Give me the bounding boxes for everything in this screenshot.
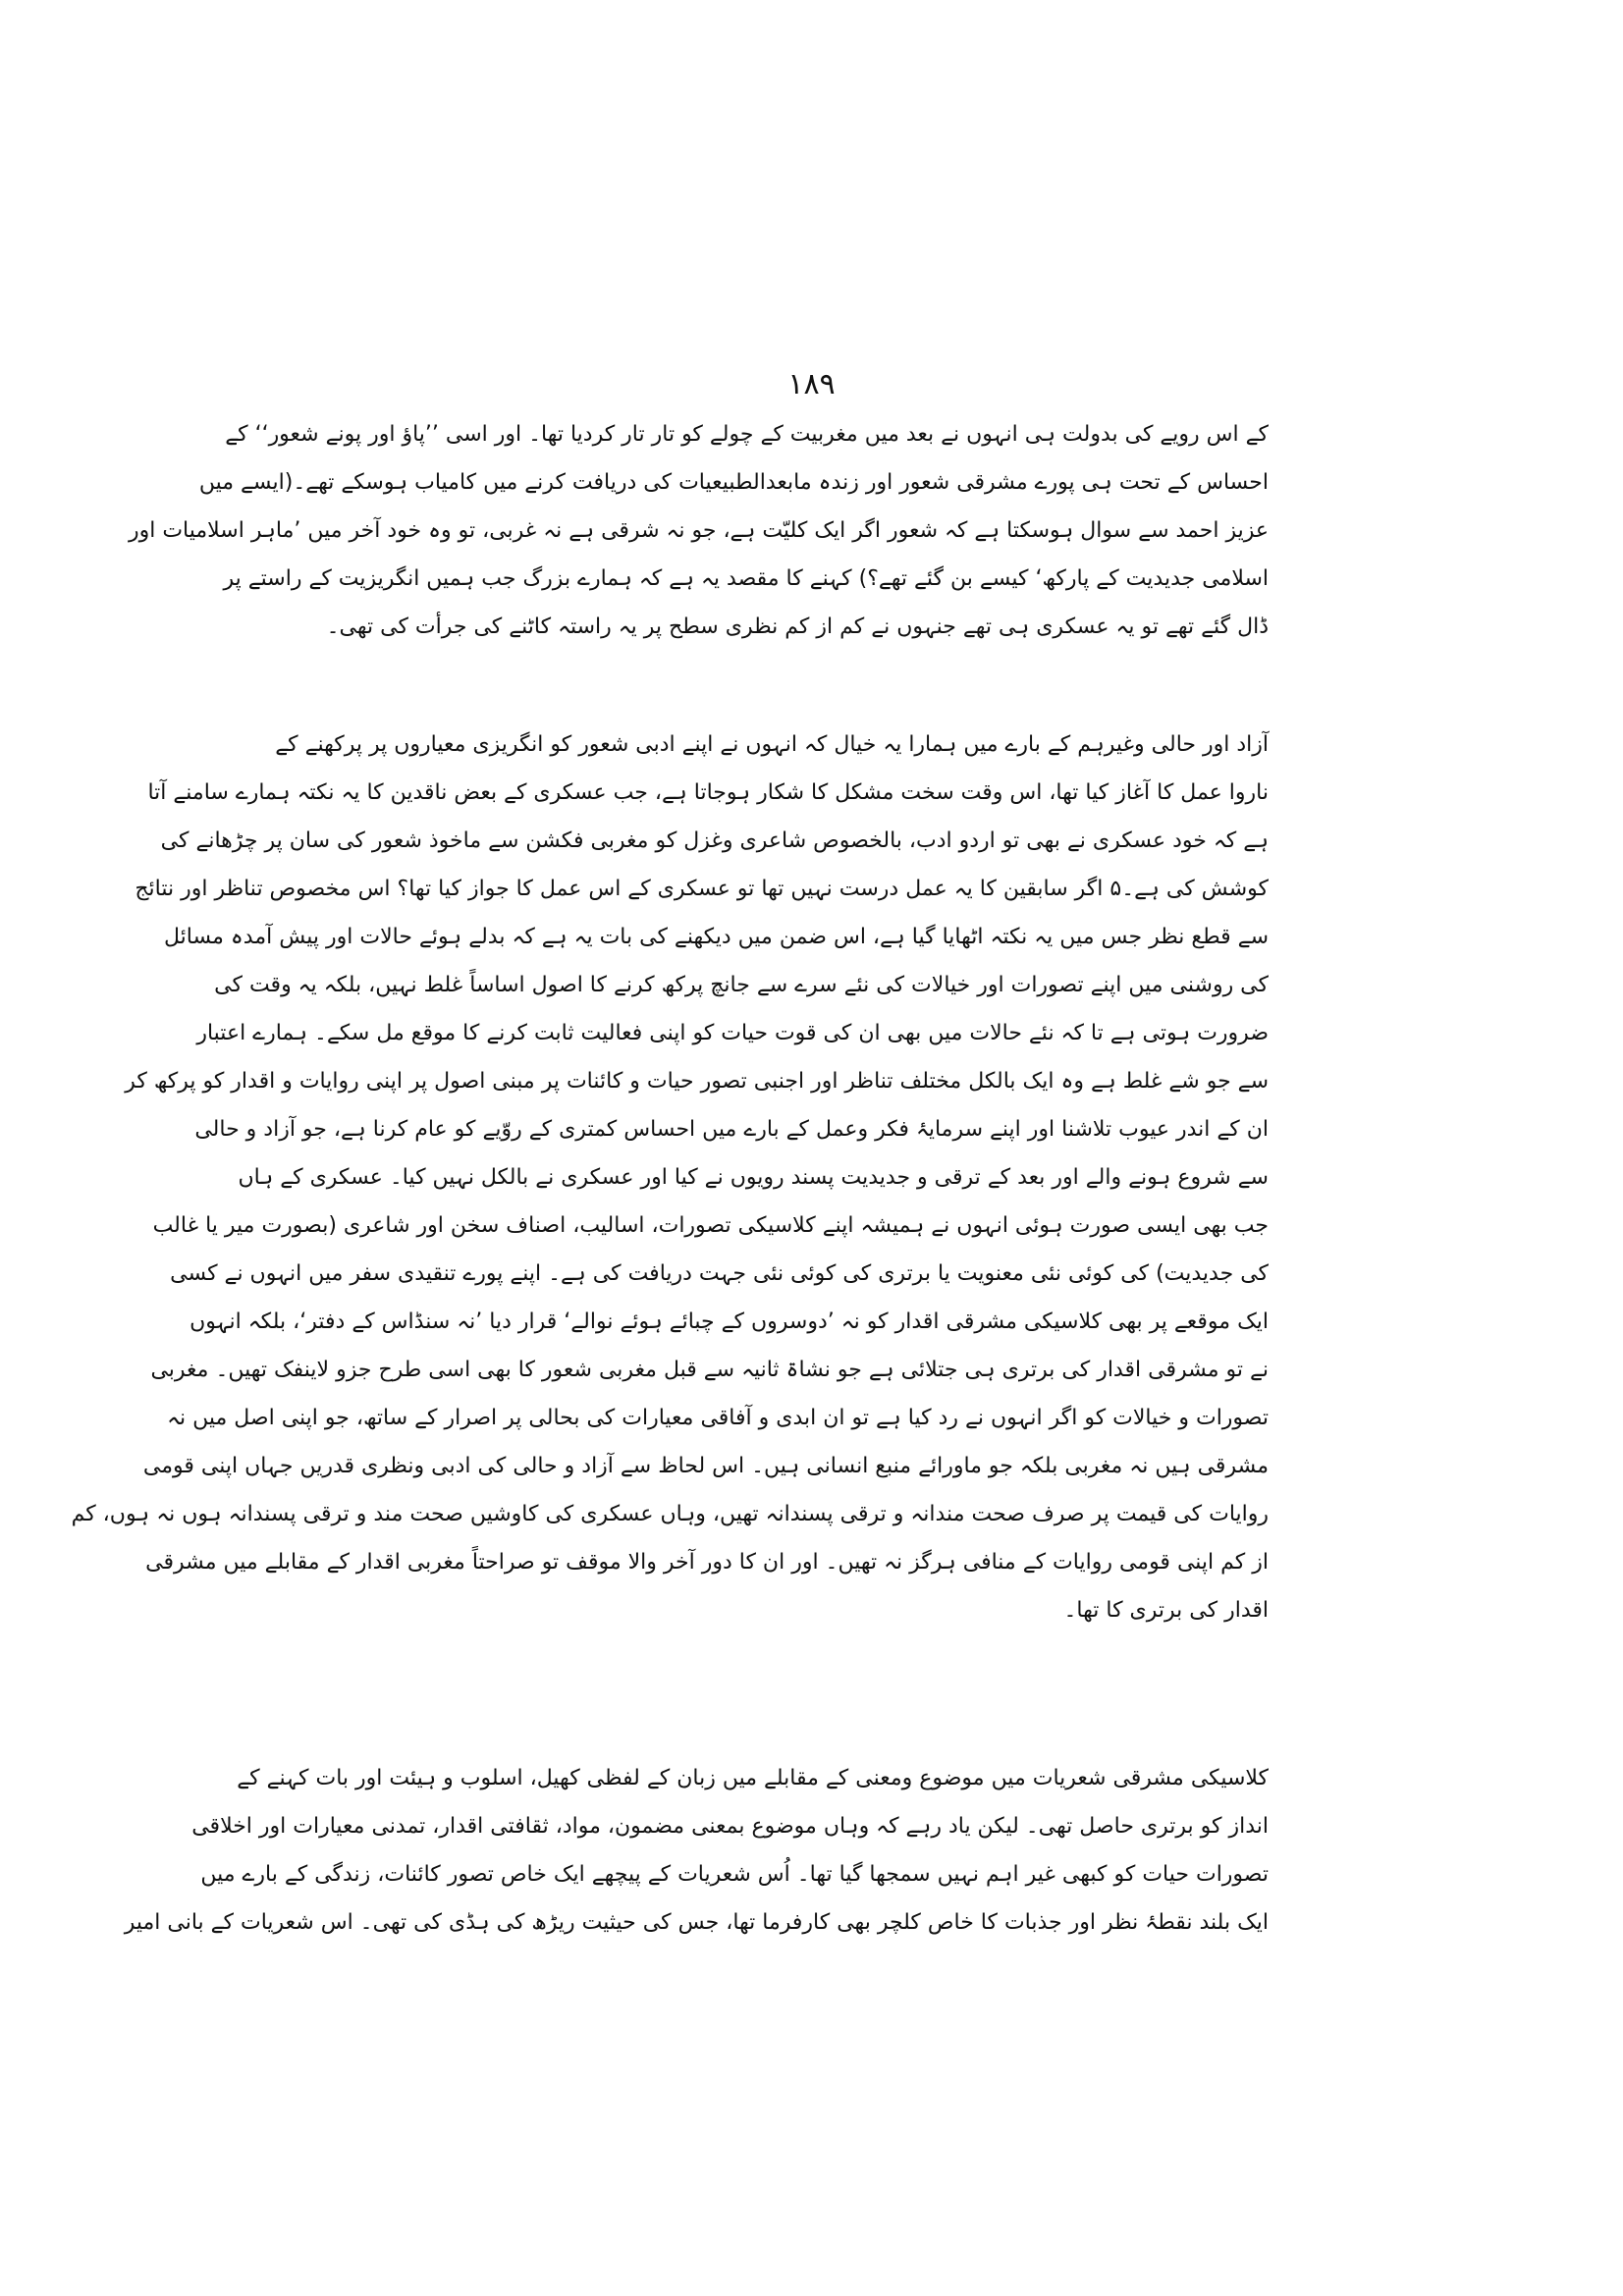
text-line: کوشش کی ہے۔۵ اگر سابقین کا یہ عمل درست نہیں تھا تو عسکری کے اس عمل کا جواز کیا تھا؟ اس مخصوص تناظر اور نتائج <box>135 877 1269 901</box>
text-line: عزیز احمد سے سوال ہوسکتا ہے کہ شعور اگر ایک کلیّت ہے، جو نہ شرقی ہے نہ غربی، تو وہ خود آخر میں ’ماہر اسلامیات اور <box>128 518 1269 543</box>
text-line: جب بھی ایسی صورت ہوئی انہوں نے ہمیشہ اپنے کلاسیکی تصورات، اسالیب، اصناف سخن اور شاعری (بصورت میر یا غالب <box>152 1213 1269 1238</box>
text-line: سے قطع نظر جس میں یہ نکتہ اٹھایا گیا ہے، اس ضمن میں دیکھنے کی بات یہ ہے کہ بدلے ہوئے حالات اور پیش آمدہ مسائل <box>164 925 1269 949</box>
text-line: مشرقی ہیں نہ مغربی بلکہ جو ماورائے منبع انسانی ہیں۔ اس لحاظ سے آزاد و حالی کی ادبی ونظری قدریں جہاں اپنی قومی <box>142 1454 1269 1478</box>
text-line: نے تو مشرقی اقدار کی برتری ہی جتلائی ہے جو نشاۃ ثانیہ سے قبل مغربی شعور کا بھی اسی طرح جزو لاینفک تھیں۔ مغربی <box>150 1358 1269 1382</box>
text-line: تصورات حیات کو کبھی غیر اہم نہیں سمجھا گیا تھا۔ اُس شعریات کے پیچھے ایک خاص تصور کائنات، زندگی کے بارے میں <box>200 1862 1269 1887</box>
page-number: ۱۸۹ <box>787 367 836 401</box>
text-line: ایک بلند نقطۂ نظر اور جذبات کا خاص کلچر بھی کارفرما تھا، جس کی حیثیت ریڑھ کی ہڈی کی تھی۔ اس شعریات کے بانی امیر <box>124 1910 1269 1935</box>
paragraph-3 <box>124 1754 1269 1947</box>
text-line: اسلامی جدیدیت کے پارکھ‘ کیسے بن گئے تھے؟) کہنے کا مقصد یہ ہے کہ ہمارے بزرگ جب ہمیں انگریزیت کے راستے پر <box>223 566 1269 591</box>
text-line: روایات کی قیمت پر صرف صحت مندانہ و ترقی پسندانہ تھیں، وہاں عسکری کی کاوشیں صحت مند و ترقی پسندانہ ہوں نہ ہوں، کم <box>71 1502 1269 1526</box>
text-line: سے شروع ہونے والے اور بعد کے ترقی و جدیدیت پسند رویوں نے کیا اور عسکری نے بالکل نہیں کیا۔ عسکری کے ہاں <box>238 1165 1269 1190</box>
text-line: کی روشنی میں اپنے تصورات اور خیالات کی نئے سرے سے جانچ پرکھ کرنے کا اصول اساساً غلط نہیں، بلکہ یہ وقت کی <box>214 973 1269 997</box>
text-line: کے اس رویے کی بدولت ہی انہوں نے بعد میں مغربیت کے چولے کو تار تار کردیا تھا۔ اور اسی ’’پاؤ اور پونے شعور‘‘ کے <box>225 422 1269 447</box>
text-line: ضرورت ہوتی ہے تا کہ نئے حالات میں بھی ان کی قوت حیات کو اپنی فعالیت ثابت کرنے کا موقع مل سکے۔ ہمارے اعتبار <box>196 1021 1269 1045</box>
paragraph-1 <box>128 410 1269 651</box>
text-line: سے جو شے غلط ہے وہ ایک بالکل مختلف تناظر اور اجنبی تصور حیات و کائنات پر مبنی اصول پر اپنی روایات و اقدار کو پرکھ کر <box>125 1069 1269 1094</box>
text-line: کی جدیدیت) کی کوئی نئی معنویت یا برتری کی کوئی نئی جہت دریافت کی ہے۔ اپنے پورے تنقیدی سفر میں انہوں نے کسی <box>170 1261 1269 1286</box>
text-line: آزاد اور حالی وغیرہم کے بارے میں ہمارا یہ خیال کہ انہوں نے اپنے ادبی شعور کو انگریزی معیاروں پر پرکھنے کے <box>275 732 1269 757</box>
text-line: انداز کو برتری حاصل تھی۔ لیکن یاد رہے کہ وہاں موضوع بمعنی مضمون، مواد، ثقافتی اقدار، تمدنی معیارات اور اخلاقی <box>191 1814 1269 1839</box>
text-line: احساس کے تحت ہی پورے مشرقی شعور اور زندہ مابعدالطبیعیات کی دریافت کرنے میں کامیاب ہوسکے تھے۔(ایسے میں <box>198 470 1269 495</box>
text-line: ہے کہ خود عسکری نے بھی تو اردو ادب، بالخصوص شاعری وغزل کو مغربی فکشن سے ماخوذ شعور کی سان پر چڑھانے کی <box>160 828 1269 853</box>
text-line: ڈال گئے تھے تو یہ عسکری ہی تھے جنہوں نے کم از کم نظری سطح پر یہ راستہ کاٹنے کی جرأت کی تھی۔ <box>326 614 1269 639</box>
text-line: از کم اپنی قومی روایات کے منافی ہرگز نہ تھیں۔ اور ان کا دور آخر والا موقف تو صراحتاً مغربی اقدار کے مقابلے میں مشرقی <box>145 1550 1269 1575</box>
text-line: تصورات و خیالات کو اگر انہوں نے رد کیا ہے تو ان ابدی و آفاقی معیارات کی بحالی پر اصرار کے ساتھ، جو اپنی اصل میں نہ <box>167 1406 1269 1430</box>
text-line: اقدار کی برتری کا تھا۔ <box>1063 1598 1269 1623</box>
text-line: کلاسیکی مشرقی شعریات میں موضوع ومعنی کے مقابلے میں زبان کے لفظی کھیل، اسلوب و ہیئت اور بات کہنے کے <box>237 1766 1269 1790</box>
text-line: ناروا عمل کا آغاز کیا تھا، اس وقت سخت مشکل کا شکار ہوجاتا ہے، جب عسکری کے بعض ناقدین کا یہ نکتہ ہمارے سامنے آتا <box>147 780 1269 805</box>
paragraph-2 <box>71 721 1269 1634</box>
text-line: ان کے اندر عیوب تلاشنا اور اپنے سرمایۂ فکر وعمل کے بارے میں احساس کمتری کے روّیے کو عام کرنا ہے، جو آزاد و حالی <box>194 1117 1269 1142</box>
text-line: ایک موقعے پر بھی کلاسیکی مشرقی اقدار کو نہ ’دوسروں کے چبائے ہوئے نوالے‘ قرار دیا ’نہ سنڈاس کے دفتر‘، بلکہ انہوں <box>189 1309 1269 1334</box>
